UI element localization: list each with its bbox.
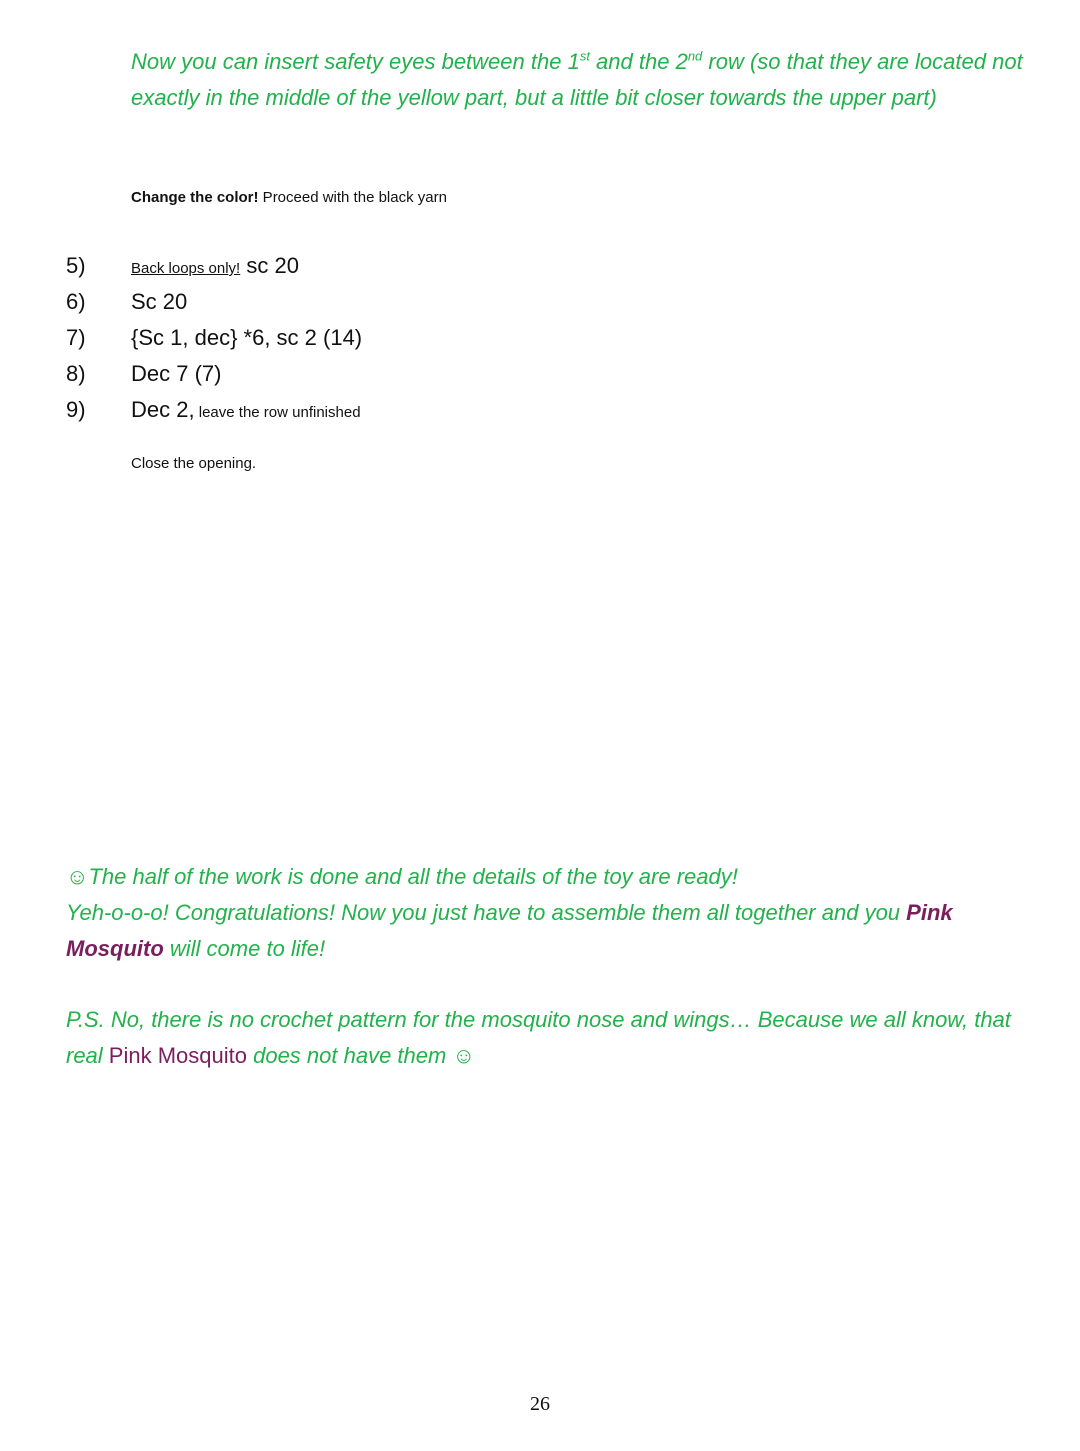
row-instruction: Dec 2, [131, 397, 195, 422]
row-number: 9) [66, 397, 86, 422]
ps-text: P.S. No, there is no crochet pattern for the mosquito nose and wings… Because we all know, that real [66, 1007, 1011, 1068]
intro-sup-2: nd [687, 48, 703, 64]
change-color-instruction [131, 189, 447, 206]
intro-text-1: Now you can insert safety eyes between the 1 [131, 49, 580, 74]
row-text: Sc 20 [131, 289, 188, 314]
completion-message [66, 859, 1026, 967]
postscript [66, 1002, 1026, 1074]
row-number: 6) [66, 289, 86, 314]
intro-sup-1: st [579, 48, 590, 64]
close-opening-text: Close the opening. [131, 455, 257, 472]
row-number: 7) [66, 325, 86, 350]
row-number: 8) [66, 361, 86, 386]
intro-text-3: row (so that they are located not exactly in the middle of the yellow part, but a little bit closer towards the upper part) [131, 49, 1023, 110]
safety-eyes-note [131, 44, 1031, 116]
change-color-rest: Proceed with the black yarn [258, 189, 447, 206]
intro-text-2: and the 2 [589, 49, 688, 74]
change-color-bold: Change the color! [131, 189, 259, 206]
row-note: leave the row unfinished [194, 404, 361, 421]
row-text [131, 250, 299, 285]
back-loops-note: Back loops only! [131, 260, 241, 277]
row-number: 5) [66, 253, 86, 278]
row-text: {Sc 1, dec} *6, sc 2 (14) [131, 325, 363, 350]
row-text [131, 394, 361, 429]
pink-mosquito-highlight: Pink Mosquito [66, 900, 953, 961]
completion-text: Yeh-o-o-o! Congratulations! Now you just have to assemble them all together and you [66, 900, 907, 925]
row-instruction: sc 20 [240, 253, 299, 278]
completion-text-end: will come to life! [163, 936, 326, 961]
ps-text-end: does not have them ☺ [246, 1043, 475, 1068]
row-text: Dec 7 (7) [131, 361, 222, 386]
page-number: 26 [530, 1393, 550, 1415]
ps-pink-mosquito: Pink Mosquito [108, 1043, 247, 1068]
completion-line-1: ☺The half of the work is done and all the details of the toy are ready! [66, 864, 738, 889]
completion-line-2 [66, 895, 1026, 967]
